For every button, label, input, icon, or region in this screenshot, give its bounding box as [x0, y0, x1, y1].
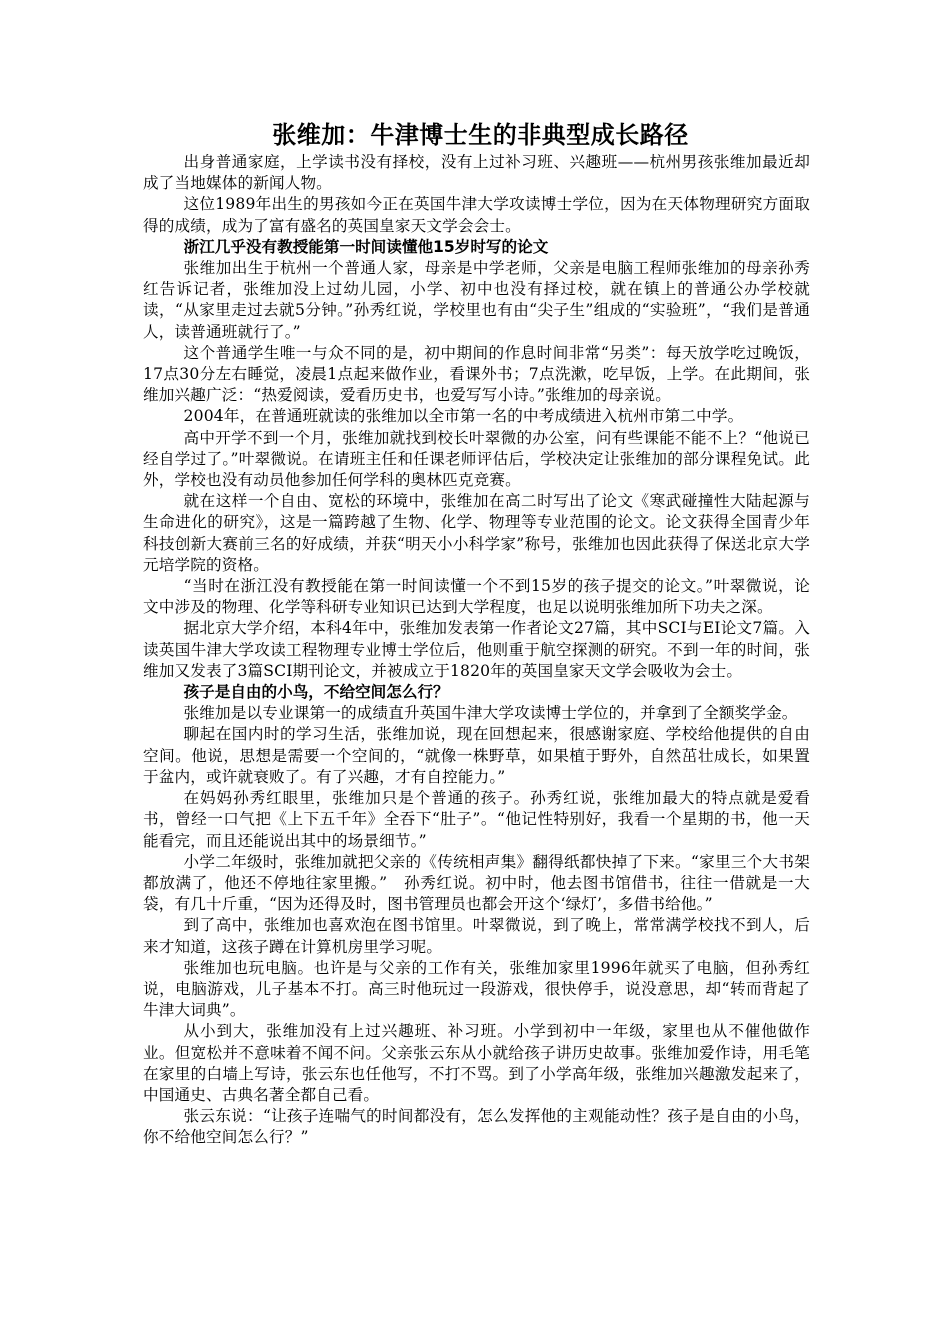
section-heading-2: 孩子是自由的小鸟，不给空间怎么行？	[183, 683, 449, 702]
paragraph: 张维加出生于杭州一个普通人家，母亲是中学老师，父亲是电脑工程师张维加的母亲孙秀红告诉记者，张维加没上过幼儿园，小学、初中也没有择过校，就在镇上的普通公办学校就读，“从家里走过去就5分钟。”孙秀红说，学校里也有由“尖子生”组成的“实验班”，“我们是普通人，读普通班就行了。”	[143, 259, 810, 341]
paragraph: 张云东说：“让孩子连喘气的时间都没有，怎么发挥他的主观能动性？孩子是自由的小鸟，你不给他空间怎么行？”	[143, 1107, 810, 1147]
paragraph-intro-1: 出身普通家庭，上学读书没有择校，没有上过补习班、兴趣班——杭州男孩张维加最近却成了当地媒体的新闻人物。	[143, 153, 810, 193]
paragraph: “当时在浙江没有教授能在第一时间读懂一个不到15岁的孩子提交的论文。”叶翠微说，论文中涉及的物理、化学等科研专业知识已达到大学程度，也足以说明张维加所下功夫之深。	[143, 577, 810, 617]
paragraph: 张维加是以专业课第一的成绩直升英国牛津大学攻读博士学位的，并拿到了全额奖学金。	[183, 704, 798, 723]
paragraph-intro-2: 这位1989年出生的男孩如今正在英国牛津大学攻读博士学位，因为在天体物理研究方面取得的成绩，成为了富有盛名的英国皇家天文学会会士。	[143, 195, 810, 235]
paragraph: 据北京大学介绍，本科4年中，张维加发表第一作者论文27篇，其中SCI与EI论文7篇。入读英国牛津大学攻读工程物理专业博士学位后，他则重于航空探测的研究。不到一年的时间，张维加又发表了3篇SCI期刊论文，并被成立于1820年的英国皇家天文学会吸收为会士。	[143, 619, 810, 680]
paragraph: 从小到大，张维加没有上过兴趣班、补习班。小学到初中一年级，家里也从不催他做作业。但宽松并不意味着不闻不问。父亲张云东从小就给孩子讲历史故事。张维加爱作诗，用毛笔在家里的白墙上写诗，张云东也任他写，不打不骂。到了小学高年级，张维加兴趣激发起来了，中国通史、古典名著全都自己看。	[143, 1022, 810, 1104]
paragraph: 张维加也玩电脑。也许是与父亲的工作有关，张维加家里1996年就买了电脑，但孙秀红说，电脑游戏，儿子基本不打。高三时他玩过一段游戏，很快停手，说没意思，却“转而背起了牛津大词典”。	[143, 958, 810, 1020]
paragraph: 高中开学不到一个月，张维加就找到校长叶翠微的办公室，问有些课能不能不上？“他说已经自学过了。”叶翠微说。在请班主任和任课老师评估后，学校决定让张维加的部分课程免试。此外，学校也没有动员他参加任何学科的奥林匹克竞赛。	[143, 428, 810, 490]
section-heading-1: 浙江几乎没有教授能第一时间读懂他15岁时写的论文	[183, 237, 549, 256]
paragraph: 小学二年级时，张维加就把父亲的《传统相声集》翻得纸都快掉了下来。“家里三个大书架都放满了，他还不停地往家里搬。” 孙秀红说。初中时，他去图书馆借书，往往一借就是一大袋，有几十斤重，“因为还得及时，图书管理员也都会开这个‘绿灯’，多借书给他。”	[143, 852, 810, 914]
paragraph: 这个普通学生唯一与众不同的是，初中期间的作息时间非常“另类”：每天放学吃过晚饭，17点30分左右睡觉，凌晨1点起来做作业，看课外书；7点洗漱，吃早饭，上学。在此期间，张维加兴趣广泛：“热爱阅读，爱看历史书，也爱写写小诗。”张维加的母亲说。	[143, 343, 810, 405]
paragraph: 就在这样一个自由、宽松的环境中，张维加在高二时写出了论文《寒武碰撞性大陆起源与生命进化的研究》，这是一篇跨越了生物、化学、物理等专业范围的论文。论文获得全国青少年科技创新大赛前三名的好成绩，并获“明天小小科学家”称号，张维加也因此获得了保送北京大学元培学院的资格。	[143, 492, 810, 574]
paragraph: 在妈妈孙秀红眼里，张维加只是个普通的孩子。孙秀红说，张维加最大的特点就是爱看书，曾经一口气把《上下五千年》全吞下“肚子”。“他记性特别好，我看一个星期的书，他一天能看完，而且还能说出其中的场景细节。”	[143, 789, 810, 850]
paragraph: 到了高中，张维加也喜欢泡在图书馆里。叶翠微说，到了晚上，常常满学校找不到人，后来才知道，这孩子蹲在计算机房里学习呢。	[143, 916, 810, 956]
article-title: 张维加：牛津博士生的非典型成长路径	[272, 121, 689, 149]
paragraph: 聊起在国内时的学习生活，张维加说，现在回想起来，很感谢家庭、学校给他提供的自由空间。他说，思想是需要一个空间的，“就像一株野草，如果植于野外，自然茁壮成长，如果置于盆内，或许就衰败了。有了兴趣，才有自控能力。”	[143, 725, 810, 786]
paragraph: 2004年，在普通班就读的张维加以全市第一名的中考成绩进入杭州市第二中学。	[183, 407, 744, 426]
document-page	[143, 118, 810, 1149]
